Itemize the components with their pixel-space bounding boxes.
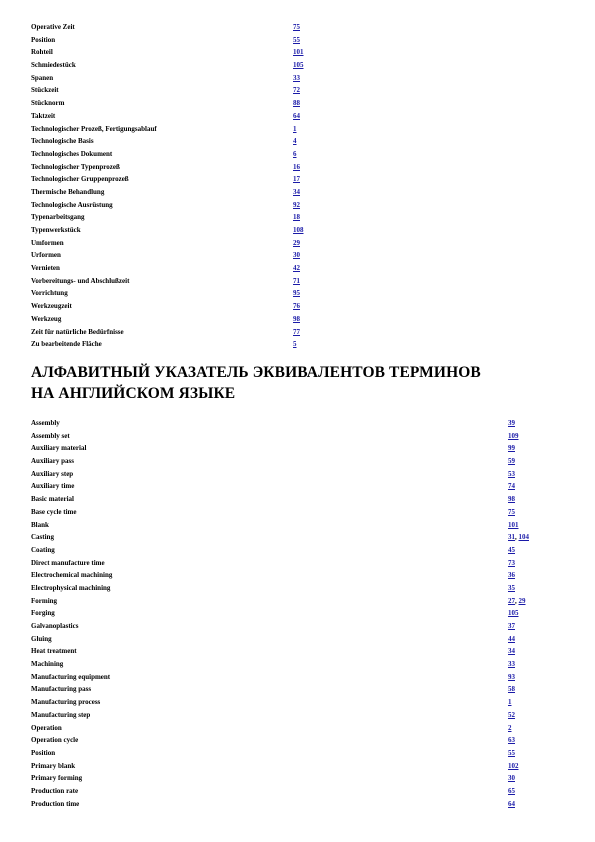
page-refs xyxy=(508,480,515,493)
page-link[interactable]: 29 xyxy=(518,596,526,605)
page-link[interactable]: 55 xyxy=(508,748,515,757)
page-link[interactable]: 92 xyxy=(293,200,300,209)
index-term: Technologischer Gruppenprozeß xyxy=(31,175,129,184)
page-refs xyxy=(293,262,300,275)
page-link[interactable]: 29 xyxy=(293,238,300,247)
page-link[interactable]: 5 xyxy=(293,340,297,349)
page-link[interactable]: 1 xyxy=(508,698,512,707)
index-term: Position xyxy=(31,35,56,44)
page-refs xyxy=(293,161,300,174)
page-link[interactable]: 101 xyxy=(293,48,304,57)
page-refs xyxy=(508,468,515,481)
index-term: Schmiedestück xyxy=(31,61,76,70)
page-link[interactable]: 77 xyxy=(293,327,300,336)
index-term: Gluing xyxy=(31,634,52,643)
page-refs xyxy=(508,544,515,557)
page-refs xyxy=(508,519,519,532)
page-link[interactable]: 37 xyxy=(508,622,515,630)
index-term: Primary forming xyxy=(31,774,83,783)
page-refs xyxy=(293,300,300,313)
page-link[interactable]: 95 xyxy=(293,289,300,298)
page-refs xyxy=(508,747,515,760)
page-refs xyxy=(508,417,515,430)
page-refs xyxy=(508,696,512,709)
index-term: Rohteil xyxy=(31,48,53,57)
page-refs xyxy=(293,199,300,212)
page-link[interactable]: 30 xyxy=(293,251,300,260)
index-term: Assembly xyxy=(31,419,60,427)
page-link[interactable]: 1 xyxy=(293,124,297,133)
index-term: Primary blank xyxy=(31,761,76,770)
page-link[interactable]: 44 xyxy=(508,634,515,643)
page-link[interactable]: 98 xyxy=(293,314,300,323)
page-link[interactable]: 105 xyxy=(508,609,519,618)
page-refs xyxy=(508,430,519,443)
index-term: Vernieten xyxy=(31,264,60,273)
page-refs xyxy=(293,135,297,148)
page-link[interactable]: 109 xyxy=(508,431,519,440)
page-refs xyxy=(508,493,515,506)
section-heading xyxy=(31,362,571,404)
index-term: Werkzeug xyxy=(31,314,62,323)
page-link[interactable]: 34 xyxy=(293,187,300,196)
index-term: Technologischer Prozeß, Fertigungsablauf xyxy=(31,124,157,133)
page-refs xyxy=(508,683,515,696)
page-link[interactable]: 55 xyxy=(293,35,300,44)
page-refs xyxy=(293,21,300,34)
index-term: Zu bearbeitende Fläche xyxy=(31,340,102,349)
page-refs xyxy=(508,569,515,582)
index-term: Typenwerkstück xyxy=(31,226,81,234)
page-link[interactable]: 35 xyxy=(508,583,515,592)
page-link[interactable]: 52 xyxy=(508,710,515,719)
page-link[interactable]: 58 xyxy=(508,685,515,694)
page-refs xyxy=(508,506,515,519)
section-heading-line-1: АЛФАВИТНЫЙ УКАЗАТЕЛЬ ЭКВИВАЛЕНТОВ ТЕРМИНОВ xyxy=(31,364,481,381)
page-link[interactable]: 33 xyxy=(293,73,300,82)
index-term: Operative Zeit xyxy=(31,23,75,31)
page-link[interactable]: 108 xyxy=(293,226,304,234)
index-term: Technologische Basis xyxy=(31,137,94,146)
page-refs xyxy=(293,249,300,262)
index-term: Manufacturing process xyxy=(31,698,101,707)
page-link[interactable]: 64 xyxy=(293,111,300,120)
page-link[interactable]: 45 xyxy=(508,545,515,554)
index-term: Forging xyxy=(31,609,55,618)
index-term: Vorrichtung xyxy=(31,289,68,298)
page-refs xyxy=(508,607,519,620)
index-term: Auxiliary material xyxy=(31,444,87,453)
page-refs xyxy=(293,34,300,47)
page-link[interactable]: 36 xyxy=(508,571,515,580)
page-link[interactable]: 73 xyxy=(508,558,515,567)
page-link[interactable]: 105 xyxy=(293,61,304,70)
page-refs xyxy=(508,722,512,735)
page-refs xyxy=(293,224,304,237)
page-link[interactable]: 27 xyxy=(508,596,515,605)
page-refs xyxy=(508,645,515,658)
index-term: Coating xyxy=(31,545,55,554)
index-term: Electrophysical machining xyxy=(31,583,111,592)
page-link[interactable]: 64 xyxy=(508,799,515,808)
page-refs xyxy=(508,772,515,785)
index-term: Typenarbeitsgang xyxy=(31,213,85,222)
page-refs xyxy=(508,620,515,633)
index-term: Urformen xyxy=(31,251,61,260)
page-link[interactable]: 6 xyxy=(293,149,297,158)
index-term: Electrochemical machining xyxy=(31,571,113,580)
page-link[interactable]: 30 xyxy=(508,774,515,783)
index-term: Technologischer Typenprozeß xyxy=(31,162,120,171)
index-term: Umformen xyxy=(31,238,64,247)
page-refs xyxy=(508,709,515,722)
index-term: Manufacturing pass xyxy=(31,685,92,694)
page-refs xyxy=(508,557,515,570)
page-link[interactable]: 76 xyxy=(293,302,300,311)
page-link[interactable]: 104 xyxy=(518,533,529,542)
page-refs xyxy=(508,582,515,595)
index-term: Spanen xyxy=(31,73,54,82)
page-link[interactable]: 39 xyxy=(508,419,515,427)
page-refs xyxy=(508,760,519,773)
page-refs xyxy=(293,211,300,224)
index-term: Manufacturing step xyxy=(31,710,91,719)
page-refs: 27, 29 xyxy=(508,596,526,605)
index-term: Operation xyxy=(31,723,62,732)
page-link[interactable]: 88 xyxy=(293,99,300,108)
page-link[interactable]: 101 xyxy=(508,520,519,529)
page-refs xyxy=(508,455,515,468)
page-link[interactable]: 74 xyxy=(508,482,515,491)
page-refs xyxy=(508,785,515,798)
page-refs xyxy=(293,59,304,72)
index-term: Auxiliary step xyxy=(31,469,74,478)
index-term: Position xyxy=(31,748,56,757)
page-refs xyxy=(508,671,515,684)
index-term: Galvanoplastics xyxy=(31,622,79,630)
page-link[interactable]: 34 xyxy=(508,647,515,656)
index-term: Assembly set xyxy=(31,431,70,440)
page-refs xyxy=(293,338,297,351)
page-link[interactable]: 4 xyxy=(293,137,297,146)
page-link[interactable]: 18 xyxy=(293,213,300,222)
page-link[interactable]: 75 xyxy=(293,23,300,31)
page-link[interactable]: 17 xyxy=(293,175,300,184)
page-link[interactable]: 102 xyxy=(508,761,519,770)
index-term: Forming xyxy=(31,596,58,605)
page-link[interactable]: 42 xyxy=(293,264,300,273)
page-link[interactable]: 63 xyxy=(508,736,515,745)
index-term: Technologisches Dokument xyxy=(31,149,113,158)
page-refs xyxy=(293,287,300,300)
section-heading-line-2: НА АНГЛИЙСКОМ ЯЗЫКЕ xyxy=(31,385,236,402)
page-refs xyxy=(508,633,515,646)
page-refs xyxy=(293,173,300,186)
index-term: Technologische Ausrüstung xyxy=(31,200,113,209)
page-refs xyxy=(293,84,300,97)
page-link[interactable]: 93 xyxy=(508,672,515,681)
page-link[interactable]: 71 xyxy=(293,276,300,285)
page-refs xyxy=(293,237,300,250)
page-refs xyxy=(293,148,297,161)
index-term: Stücknorm xyxy=(31,99,65,108)
index-term: Auxiliary time xyxy=(31,482,75,491)
page-link[interactable]: 72 xyxy=(293,86,300,95)
page-refs xyxy=(508,442,515,455)
index-term: Blank xyxy=(31,520,49,529)
page-link[interactable]: 75 xyxy=(508,507,515,516)
index-term: Casting xyxy=(31,533,54,542)
page-link[interactable]: 98 xyxy=(508,495,515,504)
index-term: Operation cycle xyxy=(31,736,79,745)
page-link[interactable]: 33 xyxy=(508,660,515,669)
page-refs xyxy=(293,46,304,59)
page-link[interactable]: 16 xyxy=(293,162,300,171)
page-link[interactable]: 2 xyxy=(508,723,512,732)
page-refs xyxy=(293,123,297,136)
index-term: Stückzeit xyxy=(31,86,59,95)
page-link[interactable]: 59 xyxy=(508,457,515,466)
page-refs xyxy=(293,72,300,85)
index-term: Auxiliary pass xyxy=(31,457,74,466)
index-term: Production rate xyxy=(31,786,79,795)
index-term: Production time xyxy=(31,799,80,808)
page-refs xyxy=(293,97,300,110)
index-term: Vorbereitungs- und Abschlußzeit xyxy=(31,276,130,285)
page-refs: 31, 104 xyxy=(508,533,529,542)
index-term: Thermische Behandlung xyxy=(31,187,105,196)
index-term: Basic material xyxy=(31,495,74,504)
index-term: Zeit für natürliche Bedürfnisse xyxy=(31,327,124,336)
page-refs xyxy=(293,275,300,288)
index-term: Manufacturing equipment xyxy=(31,672,111,681)
page-link[interactable]: 65 xyxy=(508,786,515,795)
page-refs xyxy=(293,313,300,326)
index-term: Heat treatment xyxy=(31,647,77,656)
page-refs xyxy=(293,326,300,339)
index-term: Base cycle time xyxy=(31,507,77,516)
page-refs xyxy=(508,658,515,671)
page-link[interactable]: 99 xyxy=(508,444,515,453)
page-refs xyxy=(293,110,300,123)
index-term: Machining xyxy=(31,660,64,669)
page-refs xyxy=(293,186,300,199)
page-link[interactable]: 53 xyxy=(508,469,515,478)
page-link[interactable]: 31 xyxy=(508,533,515,542)
index-term: Direct manufacture time xyxy=(31,558,105,567)
page-refs xyxy=(508,734,515,747)
index-term: Werkzeugzeit xyxy=(31,302,72,311)
index-term: Taktzeit xyxy=(31,111,56,120)
page-refs xyxy=(508,798,515,811)
